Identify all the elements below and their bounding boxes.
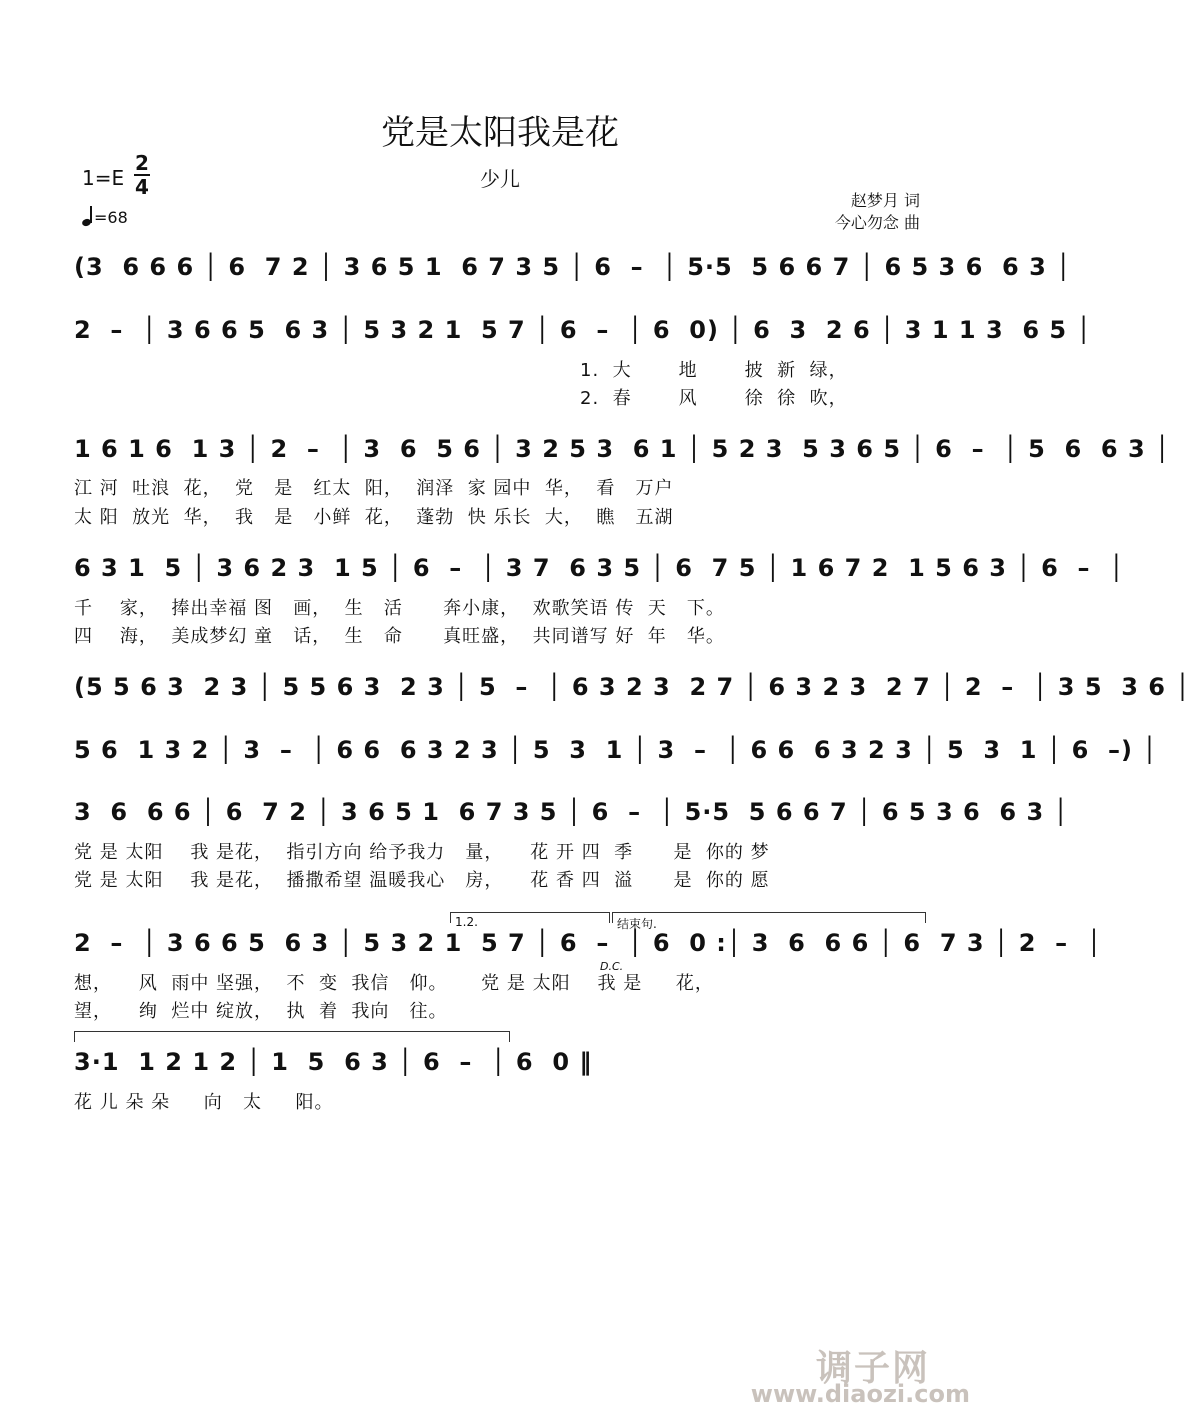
lyric-text: 想， 风 雨中 坚强， 不 变 我信 仰。 党 是 太阳 我 是 花， — [74, 973, 714, 994]
notes-line-9: 3·1 1 2 1 2 │ 1 5 6 3 │ 6 – │ 6 0 ‖ — [74, 1048, 593, 1076]
lyric-text: 党 是 太阳 我 是花， 指引方向 给予我力 量， 花 开 四 季 是 你的 梦 — [74, 842, 770, 863]
dc-marking: D.C. — [600, 960, 624, 973]
lyric-text: 党 是 太阳 我 是花， 播撒希望 温暖我心 房， 花 香 四 溢 是 你的 愿 — [74, 870, 770, 891]
notes-line-4: 6 3 1 5 │ 3 6 2 3 1 5 │ 6 – │ 3 7 6 3 5 │ 6 7 5 │ 1 6 7 2 1 5 6 3 │ 6 – │ — [74, 554, 1125, 582]
lyric-row — [0, 594, 1000, 620]
lyric-text: 太 阳 放光 华， 我 是 小鲜 花， 蓬勃 快 乐长 大， 瞧 五湖 — [74, 507, 674, 528]
composer-credit: 今心勿念 曲 — [834, 213, 920, 232]
watermark-url: www.diaozi.com — [750, 1380, 970, 1408]
notation-line-2 — [0, 310, 1092, 350]
lyric-row — [0, 838, 1000, 864]
time-sig-bottom: 4 — [135, 175, 149, 199]
notes-line-3: 1 6 1 6 1 3 │ 2 – │ 3 6 5 6 │ 3 2 5 3 6 1 │ 5 2 3 5 3 6 5 │ 6 – │ 5 6 6 3 │ — [74, 435, 1171, 463]
quarter-note-icon — [82, 206, 94, 226]
ending-bracket — [74, 1031, 510, 1042]
tempo-value: =68 — [94, 208, 128, 227]
lyric-row — [0, 969, 1000, 995]
lyric-row — [0, 474, 1000, 500]
watermark-logo: 调子网 — [815, 1348, 930, 1389]
key-signature: 1=E — [82, 166, 125, 190]
lyric-row — [0, 503, 1000, 529]
notes-line-8: 2 – │ 3 6 6 5 6 3 │ 5 3 2 1 5 7 │ 6 – │ 6 0 :│ 3 6 6 6 │ 6 7 3 │ 2 – │ — [74, 929, 1103, 957]
lyric-text: 2. 春 风 徐 徐 吹， — [580, 388, 848, 409]
coda-label: 结束句. — [617, 917, 657, 931]
genre-label: 少儿 — [480, 167, 520, 191]
lyricist-credit: 赵梦月 词 — [850, 191, 920, 210]
lyric-row — [0, 997, 1000, 1023]
lyric-text: 千 家， 捧出幸福 图 画， 生 活 奔小康， 欢歌笑语 传 天 下。 — [74, 598, 725, 619]
notation-line-1 — [0, 247, 1072, 287]
notes-line-2: 2 – │ 3 6 6 5 6 3 │ 5 3 2 1 5 7 │ 6 – │ 6 0) │ 6 3 2 6 │ 3 1 1 3 6 5 │ — [74, 316, 1092, 344]
lyric-row — [0, 384, 1000, 410]
song-title: 党是太阳我是花 — [381, 113, 619, 153]
tempo-marking — [82, 206, 128, 227]
coda-bracket — [612, 912, 926, 923]
lyric-row — [0, 1088, 1000, 1114]
notation-line-3 — [0, 429, 1171, 469]
lyric-row — [0, 356, 1000, 382]
lyric-text: 1. 大 地 披 新 绿， — [580, 360, 848, 381]
notation-line-7 — [0, 792, 1069, 832]
notation-line-6 — [0, 730, 1158, 770]
lyric-text: 花 儿 朵 朵 向 太 阳。 — [74, 1092, 334, 1113]
notes-line-1: (3 6 6 6 │ 6 7 2 │ 3 6 5 1 6 7 3 5 │ 6 – │ 5·5 5 6 6 7 │ 6 5 3 6 6 3 │ — [74, 253, 1072, 281]
notation-line-8 — [0, 923, 1103, 963]
lyric-row — [0, 622, 1000, 648]
notation-line-5 — [0, 667, 1191, 707]
volta-label: 1.2. — [455, 915, 478, 929]
notation-line-9 — [0, 1042, 1000, 1082]
time-sig-top: 2 — [135, 151, 149, 175]
lyric-text: 四 海， 美成梦幻 童 话， 生 命 真旺盛， 共同谱写 好 年 华。 — [74, 626, 725, 647]
lyric-row — [0, 866, 1000, 892]
notes-line-7: 3 6 6 6 │ 6 7 2 │ 3 6 5 1 6 7 3 5 │ 6 – │ 5·5 5 6 6 7 │ 6 5 3 6 6 3 │ — [74, 798, 1069, 826]
notes-line-5: (5 5 6 3 2 3 │ 5 5 6 3 2 3 │ 5 – │ 6 3 2 3 2 7 │ 6 3 2 3 2 7 │ 2 – │ 3 5 3 6 │ — [74, 673, 1191, 701]
lyric-text: 望， 绚 烂中 绽放， 执 着 我向 往。 — [74, 1001, 448, 1022]
lyric-text: 江 河 吐浪 花， 党 是 红太 阳， 润泽 家 园中 华， 看 万户 — [74, 478, 674, 499]
notes-line-6: 5 6 1 3 2 │ 3 – │ 6 6 6 3 2 3 │ 5 3 1 │ 3 – │ 6 6 6 3 2 3 │ 5 3 1 │ 6 –) │ — [74, 736, 1158, 764]
notation-line-4 — [0, 548, 1125, 588]
